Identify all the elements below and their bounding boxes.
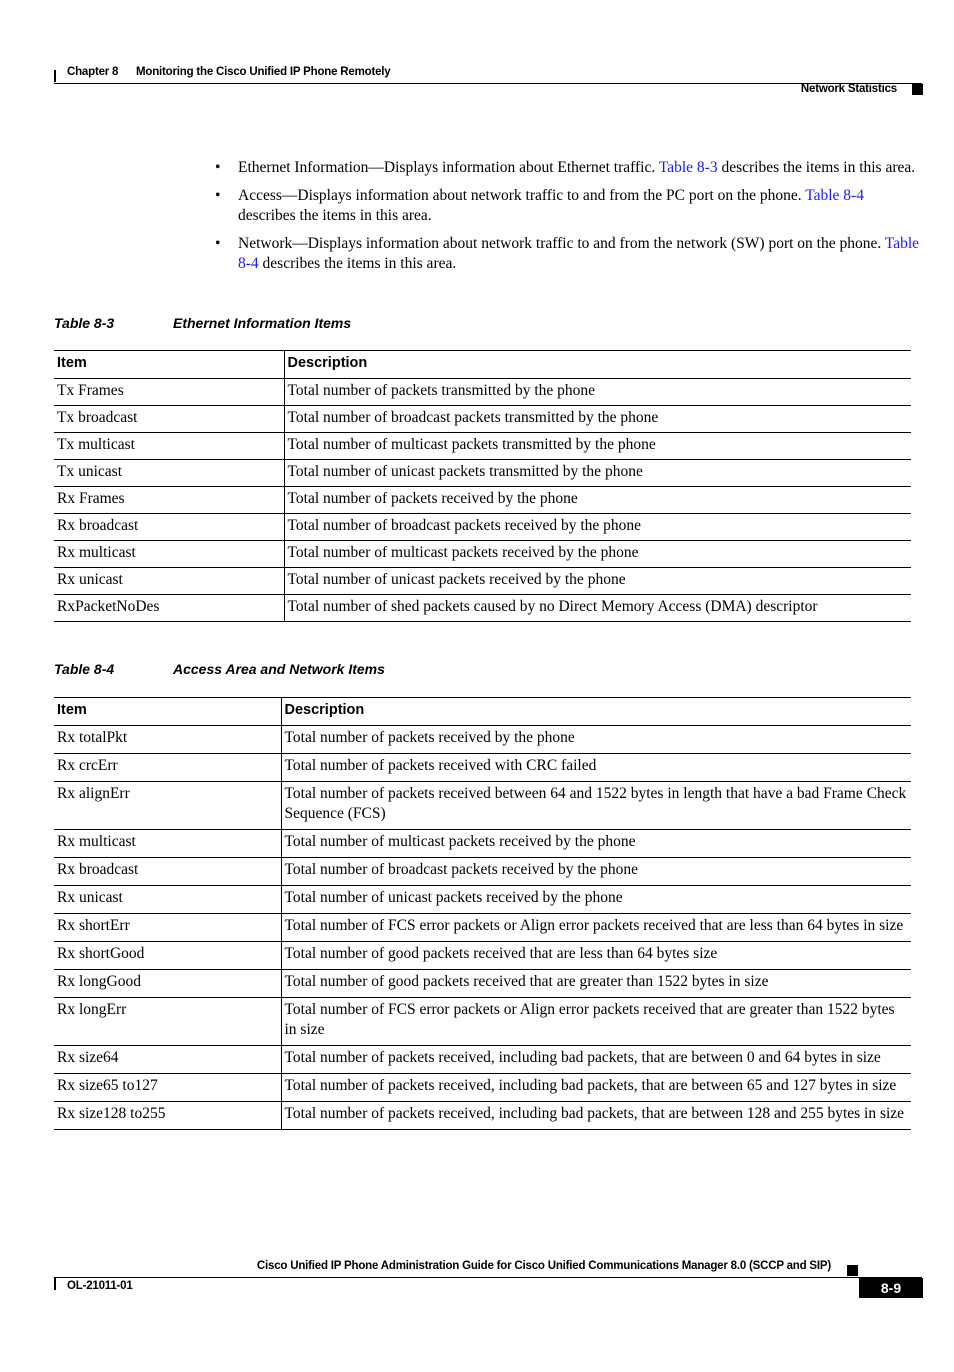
item-cell: Rx shortGood (54, 942, 281, 970)
description-cell: Total number of broadcast packets received by the phone (281, 858, 911, 886)
description-cell: Total number of packets transmitted by the phone (284, 379, 911, 406)
description-cell: Total number of shed packets caused by no Direct Memory Access (DMA) descriptor (284, 595, 911, 622)
footer-rule (54, 1277, 922, 1278)
item-cell: Rx size65 to127 (54, 1074, 281, 1102)
description-cell: Total number of broadcast packets transmitted by the phone (284, 406, 911, 433)
footer-bar (54, 1278, 56, 1290)
footer-doc-number: OL-21011-01 (67, 1280, 133, 1292)
item-cell: Rx totalPkt (54, 726, 281, 754)
column-header-description: Description (284, 351, 911, 379)
table-8-3-link[interactable]: Table 8-3 (658, 159, 718, 176)
bullet-text: describes the items in this area. (238, 207, 432, 224)
table-row (54, 1102, 911, 1130)
access-network-table (54, 697, 911, 1130)
table-row (54, 595, 911, 622)
header-chapter-title: Monitoring the Cisco Unified IP Phone Remotely (136, 66, 391, 78)
table-row (54, 514, 911, 541)
description-cell: Total number of good packets received that are less than 64 bytes size (281, 942, 911, 970)
bullet-icon: • (215, 187, 221, 204)
footer-guide-title: Cisco Unified IP Phone Administration Guide for Cisco Unified Communications Manager 8.0 (SCCP and SIP) (256, 1260, 831, 1272)
description-cell: Total number of unicast packets received by the phone (284, 568, 911, 595)
bullet-item (215, 186, 925, 226)
bullet-item (215, 158, 925, 178)
table-8-4-caption (54, 661, 385, 677)
item-cell: Rx unicast (54, 886, 281, 914)
description-cell: Total number of packets received by the phone (281, 726, 911, 754)
table-8-4-title: Access Area and Network Items (173, 661, 385, 677)
table-8-4-link[interactable]: Table 8-4 (238, 235, 920, 272)
table-row (54, 942, 911, 970)
item-cell: Rx size128 to255 (54, 1102, 281, 1130)
header-chapter: Chapter 8 (67, 66, 119, 78)
description-cell: Total number of FCS error packets or Align error packets received that are less than 64 bytes in size (281, 914, 911, 942)
table-header-row (54, 351, 911, 379)
description-cell: Total number of broadcast packets received by the phone (284, 514, 911, 541)
table-header-row (54, 698, 911, 726)
table-8-3-caption (54, 315, 351, 331)
table-row (54, 568, 911, 595)
table-row (54, 914, 911, 942)
table-8-3-number: Table 8-3 (54, 315, 115, 331)
item-cell: Rx multicast (54, 541, 284, 568)
table-row (54, 1074, 911, 1102)
table-body (54, 726, 911, 1130)
description-cell: Total number of good packets received that are greater than 1522 bytes in size (281, 970, 911, 998)
description-cell: Total number of multicast packets transmitted by the phone (284, 433, 911, 460)
bullet-text: describes the items in this area. (258, 255, 457, 272)
item-cell: Rx size64 (54, 1046, 281, 1074)
item-cell: Rx longErr (54, 998, 281, 1046)
item-cell: Tx unicast (54, 460, 284, 487)
bullet-list (215, 158, 925, 282)
item-cell: RxPacketNoDes (54, 595, 284, 622)
item-cell: Rx broadcast (54, 514, 284, 541)
description-cell: Total number of unicast packets transmitted by the phone (284, 460, 911, 487)
table-row (54, 726, 911, 754)
table-8-3-title: Ethernet Information Items (173, 315, 352, 331)
item-cell: Rx Frames (54, 487, 284, 514)
item-cell: Rx shortErr (54, 914, 281, 942)
table-row (54, 487, 911, 514)
item-cell: Rx longGood (54, 970, 281, 998)
table-row (54, 541, 911, 568)
description-cell: Total number of multicast packets received by the phone (284, 541, 911, 568)
item-cell: Rx alignErr (54, 782, 281, 830)
table-row (54, 406, 911, 433)
table-row (54, 998, 911, 1046)
header-rule (54, 83, 922, 84)
table-8-4-number: Table 8-4 (54, 661, 115, 677)
header-bar (54, 70, 56, 82)
description-cell: Total number of packets received, including bad packets, that are between 0 and 64 bytes in size (281, 1046, 911, 1074)
header-block (912, 84, 923, 95)
description-cell: Total number of packets received with CRC failed (281, 754, 911, 782)
description-cell: Total number of packets received, including bad packets, that are between 65 and 127 bytes in size (281, 1074, 911, 1102)
table-row (54, 830, 911, 858)
page-number: 8-9 (859, 1278, 923, 1298)
column-header-item: Item (54, 698, 281, 726)
table-row (54, 886, 911, 914)
bullet-text: describes the items in this area. (717, 159, 916, 176)
table-8-4-link[interactable]: Table 8-4 (805, 187, 864, 204)
table-row (54, 460, 911, 487)
bullet-text: Network—Displays information about network traffic to and from the network (SW) port on the phone. (238, 235, 885, 252)
bullet-text: Access—Displays information about network traffic to and from the PC port on the phone. (238, 187, 806, 204)
table-row (54, 1046, 911, 1074)
table-row (54, 379, 911, 406)
item-cell: Rx broadcast (54, 858, 281, 886)
footer-block (847, 1265, 858, 1276)
description-cell: Total number of FCS error packets or Align error packets received that are greater than 1522 bytes in size (281, 998, 911, 1046)
item-cell: Tx Frames (54, 379, 284, 406)
bullet-text: Ethernet Information—Displays information about Ethernet traffic. (238, 159, 659, 176)
bullet-icon: • (215, 159, 221, 176)
description-cell: Total number of packets received between 64 and 1522 bytes in length that have a bad Frame Check Sequence (FCS) (281, 782, 911, 830)
table-row (54, 970, 911, 998)
item-cell: Tx multicast (54, 433, 284, 460)
column-header-item: Item (54, 351, 284, 379)
description-cell: Total number of multicast packets received by the phone (281, 830, 911, 858)
table-row (54, 858, 911, 886)
table-row (54, 754, 911, 782)
bullet-icon: • (215, 235, 221, 252)
header-section: Network Statistics (800, 83, 897, 95)
item-cell: Rx multicast (54, 830, 281, 858)
description-cell: Total number of unicast packets received by the phone (281, 886, 911, 914)
bullet-item (215, 234, 925, 274)
item-cell: Tx broadcast (54, 406, 284, 433)
ethernet-information-table (54, 350, 911, 622)
table-row (54, 782, 911, 830)
item-cell: Rx unicast (54, 568, 284, 595)
table-row (54, 433, 911, 460)
column-header-description: Description (281, 698, 911, 726)
item-cell: Rx crcErr (54, 754, 281, 782)
description-cell: Total number of packets received by the phone (284, 487, 911, 514)
table-body (54, 379, 911, 622)
description-cell: Total number of packets received, including bad packets, that are between 128 and 255 bytes in size (281, 1102, 911, 1130)
